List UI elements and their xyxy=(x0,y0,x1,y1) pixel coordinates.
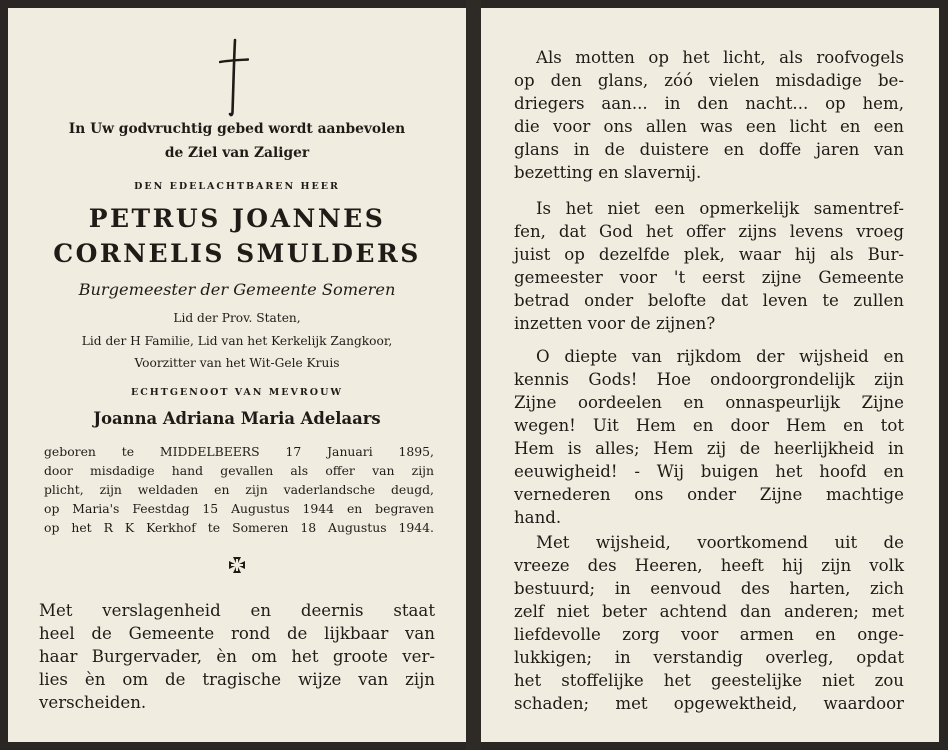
paragraph-2-line: Is het niet een opmerkelijk samentref- xyxy=(536,199,904,218)
paragraph-2-line: inzetten voor de zijnen? xyxy=(514,314,716,333)
paragraph-4-line: vreeze des Heeren, heeft hij zijn volk xyxy=(514,556,904,575)
paragraph-1-line: bezetting en slavernij. xyxy=(514,163,702,182)
paragraph-4-line: liefdevolle zorg voor armen en onge- xyxy=(514,625,904,644)
cross-pattee-icon xyxy=(228,556,246,574)
bio-line: op het R K Kerkhof te Someren 18 Augustus 1944. xyxy=(44,520,434,535)
paragraph-1-line: die voor ons allen was een licht en een xyxy=(514,117,904,136)
paragraph-1-line: Als motten op het licht, als roofvogels xyxy=(536,48,904,67)
paragraph-3-line: eeuwigheid! - Wij buigen het hoofd en xyxy=(514,462,904,481)
paragraph-1-line: driegers aan... in den nacht... op hem, xyxy=(514,94,904,113)
function-line-3: Voorzitter van het Wit-Gele Kruis xyxy=(134,356,340,370)
paragraph-1-line: glans in de duistere en doffe jaren van xyxy=(514,140,904,159)
paragraph-2-line: fen, dat God het offer zijns levens vroeg xyxy=(514,222,904,241)
paragraph-1-line: op den glans, zóó vielen misdadige be- xyxy=(514,71,904,90)
bio-line: door misdadige hand gevallen als offer van zijn xyxy=(44,463,434,478)
paragraph-4-line: Met wijsheid, voortkomend uit de xyxy=(536,533,904,552)
bio-line: geboren te MIDDELBEERS 17 Januari 1895, xyxy=(44,444,434,459)
function-line-1: Lid der Prov. Staten, xyxy=(173,311,301,325)
paragraph-2-line: juist op dezelfde plek, waar hij als Bur- xyxy=(514,245,904,264)
body-line: lies èn om de tragische wijze van zijn xyxy=(39,670,435,689)
paragraph-3-line: wegen! Uit Hem en door Hem en tot xyxy=(514,416,904,435)
name-line-2: CORNELIS SMULDERS xyxy=(53,239,421,268)
body-line: verscheiden. xyxy=(39,693,147,712)
bio-line: plicht, zijn weldaden en zijn vaderlandsche deugd, xyxy=(44,482,434,497)
paragraph-4-line: zelf niet beter achtend dan anderen; met xyxy=(514,602,904,621)
body-line: Met verslagenheid en deernis staat xyxy=(39,601,435,620)
body-line: haar Burgervader, èn om het groote ver- xyxy=(39,647,435,666)
fold-line xyxy=(466,0,481,750)
left-card-panel xyxy=(8,8,466,742)
paragraph-3-line: hand. xyxy=(514,508,562,527)
name-line-1: PETRUS JOANNES xyxy=(88,204,386,233)
paragraph-3-line: Hem is alles; Hem zij de heerlijkheid in xyxy=(514,439,904,458)
paragraph-4-line: het stoffelijke het geestelijke niet zou xyxy=(514,671,904,690)
role-title: Burgemeester der Gemeente Someren xyxy=(78,280,396,299)
paragraph-3-line: Zijne oordeelen en onnaspeurlijk Zijne xyxy=(514,393,904,412)
paragraph-2-line: gemeester voor 't eerst zijne Gemeente xyxy=(514,268,904,287)
paragraph-4-line: lukkigen; in verstandig overleg, opdat xyxy=(514,648,904,667)
intro-line-1: In Uw godvruchtig gebed wordt aanbevolen xyxy=(68,121,406,137)
spouse-label: ECHTGENOOT VAN MEVROUW xyxy=(130,387,344,398)
intro-line-2: de Ziel van Zaliger xyxy=(164,145,310,161)
paragraph-3-line: kennis Gods! Hoe ondoorgrondelijk zijn xyxy=(514,370,904,389)
function-line-2: Lid der H Familie, Lid van het Kerkelijk Zangkoor, xyxy=(81,334,393,348)
body-line: heel de Gemeente rond de lijkbaar van xyxy=(39,624,435,643)
title-label: DEN EDELACHTBAREN HEER xyxy=(134,181,340,192)
paragraph-4-line: schaden; met opgewektheid, waardoor xyxy=(514,694,904,713)
paragraph-3-line: O diepte van rijkdom der wijsheid en xyxy=(536,347,904,366)
paragraph-4-line: bestuurd; in eenvoud des harten, zich xyxy=(514,579,904,598)
spouse-name: Joanna Adriana Maria Adelaars xyxy=(93,409,381,428)
bio-line: op Maria's Feestdag 15 Augustus 1944 en begraven xyxy=(44,501,434,516)
right-card-panel xyxy=(481,8,939,742)
latin-cross-icon xyxy=(219,38,249,118)
paragraph-2-line: betrad onder belofte dat leven te zullen xyxy=(514,291,904,310)
paragraph-3-line: vernederen ons onder Zijne machtige xyxy=(514,485,904,504)
